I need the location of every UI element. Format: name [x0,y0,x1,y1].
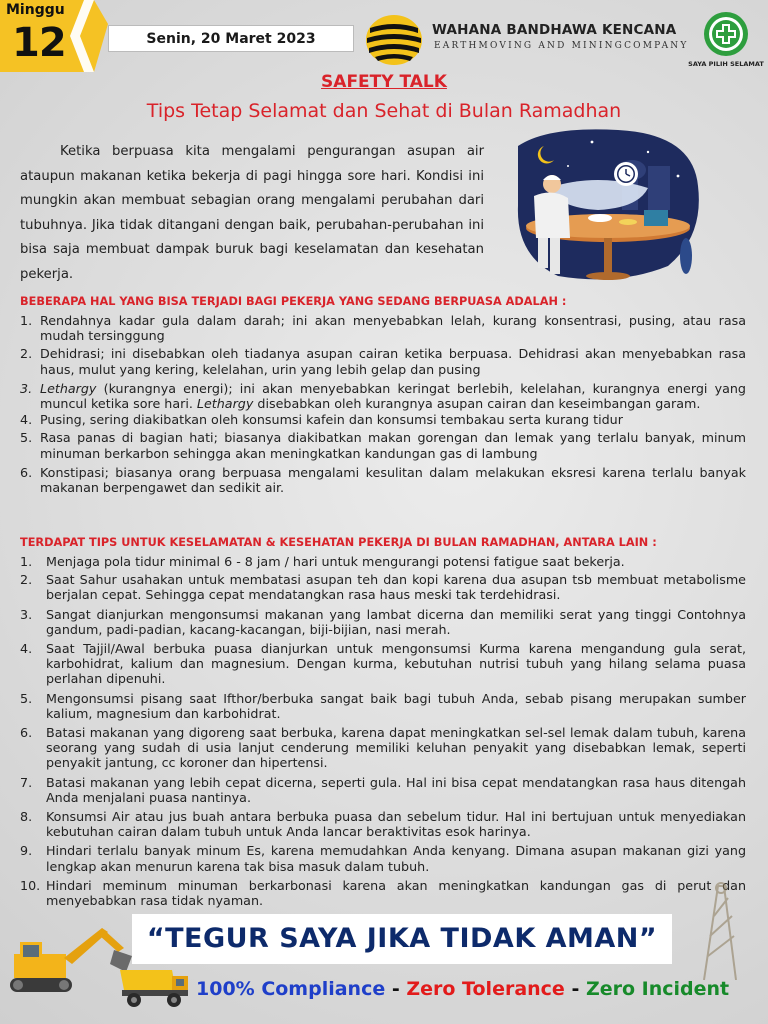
list-item-text: Dehidrasi; ini disebabkan oleh tiadanya asupan cairan ketika berpuasa. Dehidrasi akan menyebabkan rasa haus, mulut yang kering, kelelahan, urin yang lebih gelap dan pusing [40,346,746,377]
list-item-text: Mengonsumsi pisang saat Ifthor/berbuka sangat baik bagi tubuh Anda, sebab pisang merupakan sumber kalium, magnesium dan karbohidrat. [46,690,746,721]
list-item [20,465,746,495]
list-item [20,878,746,908]
tagline-separator: - [564,978,586,1000]
list-item [20,346,746,376]
list-item-text: Saat Tajjil/Awal berbuka puasa dianjurkan untuk mengonsumsi Kurma karena mengandung gula serat, karbohidrat, kalium dan magnesium. Dengan kurma, kebutuhan nutrisi tubuh yang hilang selama puasa perlahan dipenuhi. [46,641,746,687]
company-logo [364,14,689,66]
list-item-term: Lethargy [196,396,254,412]
list-item-text: Hindari terlalu banyak minum Es, karena memudahkan Anda kenyang. Dimana asupan makanan gizi yang lengkap akan menurun karena tak bisa masuk dalam tubuh. [46,843,746,874]
tagline-separator: - [385,978,407,1000]
list-item-number: 5. [20,690,33,706]
list-item-text: Saat Sahur usahakan untuk membatasi asupan teh dan kopi karena dua asupan tsb membuat metabolisme berjalan cepat. Sehingga cepat mendatangkan rasa haus meski tak terdehidrasi. [46,572,746,603]
list-item [20,607,746,637]
list-item [20,775,746,805]
ramadhan-illustration [508,126,708,284]
list-item [20,843,746,873]
list-item-number: 3. [20,606,33,622]
list-item [20,572,746,602]
list-item-term: Lethargy [40,380,97,396]
safety-logo [688,10,764,72]
list-item-text: Batasi makanan yang lebih cepat dicerna, seperti gula. Hal ini bisa cepat mendatangkan rasa haus ditengah Anda menjalani puasa nantinya. [46,774,746,805]
list-item-text: Pusing, sering diakibatkan oleh konsumsi kafein dan konsumsi tembakau serta kurang tidur [40,412,623,428]
intro-lead: Ketika berpuasa kita mengalami pengurangan asupan [60,144,456,159]
safety-logo-text: SAYA PILIH SELAMAT [688,60,764,68]
list-item-number: 6. [20,464,33,480]
list-item-text: disebabkan oleh kurangnya asupan cairan dan keseimbangan garam. [253,396,701,412]
list-item-number: 2. [20,572,33,588]
list-item [20,641,746,687]
list-item [20,313,746,343]
tagline-tolerance: Zero Tolerance [406,978,565,1000]
list-item-number: 4. [20,641,33,657]
list-item [20,809,746,839]
compliance-tagline [196,978,729,1000]
company-name: WAHANA BANDHAWA KENCANA [432,22,677,38]
list-item-number: 3. [20,380,33,396]
company-logo-icon [364,14,424,66]
list-item [20,691,746,721]
list-item-number: 8. [20,809,33,825]
dump-truck-icon [118,960,192,1010]
slogan-banner: “TEGUR SAYA JIKA TIDAK AMAN” [132,914,672,964]
list-item [20,554,746,569]
intro-paragraph [20,140,484,287]
section1-title: BEBERAPA HAL YANG BISA TERJADI BAGI PEKERJA YANG SEDANG BERPUASA ADALAH : [20,295,567,308]
list-item-text: Batasi makanan yang digoreng saat berbuka, karena dapat meningkatkan sel-sel lemak dalam tubuh, karena seorang yang sudah di usia lanjut cenderung memiliki keluhan penyakit yang disebabkan lemak, seperti penyakit jantung, cc koroner dan hipertensi. [46,725,746,771]
page-subtitle: Tips Tetap Selamat dan Sehat di Bulan Ramadhan [146,100,622,122]
list-item-text: Rendahnya kadar gula dalam darah; ini akan menyebabkan lelah, kurang konsentrasi, pusing, atau rasa mudah tersinggung [40,313,746,344]
page-title: SAFETY TALK [321,72,447,92]
list-item-text: Hindari meminum minuman berkarbonasi karena akan meningkatkan kandungan gas di perut dan menyebabkan rasa tidak nyaman. [46,877,746,909]
week-label: Minggu [6,2,65,18]
list-item-text: Menjaga pola tidur minimal 6 - 8 jam / hari untuk mengurangi potensi fatigue saat bekerja. [46,554,625,569]
tagline-compliance: 100% Compliance [196,978,386,1000]
week-badge [0,0,108,72]
list-item-number: 10. [20,877,41,893]
list-item-number: 4. [20,412,33,428]
list-item [20,381,746,411]
date-box: Senin, 20 Maret 2023 [108,25,354,52]
excavator-icon [6,922,136,1002]
week-number: 12 [12,20,66,66]
list-item-number: 9. [20,843,33,859]
list-item-number: 2. [20,346,33,362]
list-item-number: 5. [20,430,33,446]
list-item-text: Konstipasi; biasanya orang berpuasa mengalami kesulitan dalam melakukan eksresi karena terlalu banyak makanan berpengawet dan sedikit air. [40,464,746,496]
list-item-number: 1. [20,554,33,569]
effects-list [20,313,746,495]
company-subtitle: EARTHMOVING AND MININGCOMPANY [434,41,689,51]
list-item-number: 1. [20,313,33,328]
list-item-text: Konsumsi Air atau jus buah antara berbuka puasa dan sebelum tidur. Hal ini bertujuan untuk menyediakan kebutuhan cairan dalam tubuh untuk Anda lancar beraktivitas esok harinya. [46,809,746,840]
list-item [20,412,746,427]
list-item-text: (kurangnya energi); ini akan menyebabkan keringat berlebih, kelelahan, kurangnya energi yang muncul ketika sore hari. [40,380,746,412]
list-item [20,430,746,460]
intro-rest: air ataupun makanan ketika bekerja di pagi hingga sore hari. Kondisi ini mungkin akan membuat sebagian orang mengalami perubahan dari tubuhnya. Jika tidak ditangani dengan baik, perubahan-perubahan ini bisa saja membuat dampak buruk bagi keselamatan dan kesehatan pekerja. [20,144,484,282]
list-item-number: 7. [20,774,33,790]
iftar-scene-icon [508,126,708,284]
list-item-text: Sangat dianjurkan mengonsumsi makanan yang lambat dicerna dan memiliki serat yang tinggi Contohnya gandum, padi-padian, kacang-kacangan, biji-bijian, nasi merah. [46,606,746,637]
list-item-text: Rasa panas di bagian hati; biasanya diakibatkan makan gorengan dan lemak yang terlalu banyak, minum minuman berkarbon sehingga akan meningkatkan kandungan gas di lambung [40,430,746,461]
list-item [20,725,746,771]
mining-tower-icon [684,880,764,980]
safety-shield-icon [694,10,758,60]
list-item-number: 6. [20,725,33,741]
section2-title: TERDAPAT TIPS UNTUK KESELAMATAN & KESEHATAN PEKERJA DI BULAN RAMADHAN, ANTARA LAIN : [20,536,657,549]
tips-list [20,554,746,908]
tagline-incident: Zero Incident [585,978,730,1000]
